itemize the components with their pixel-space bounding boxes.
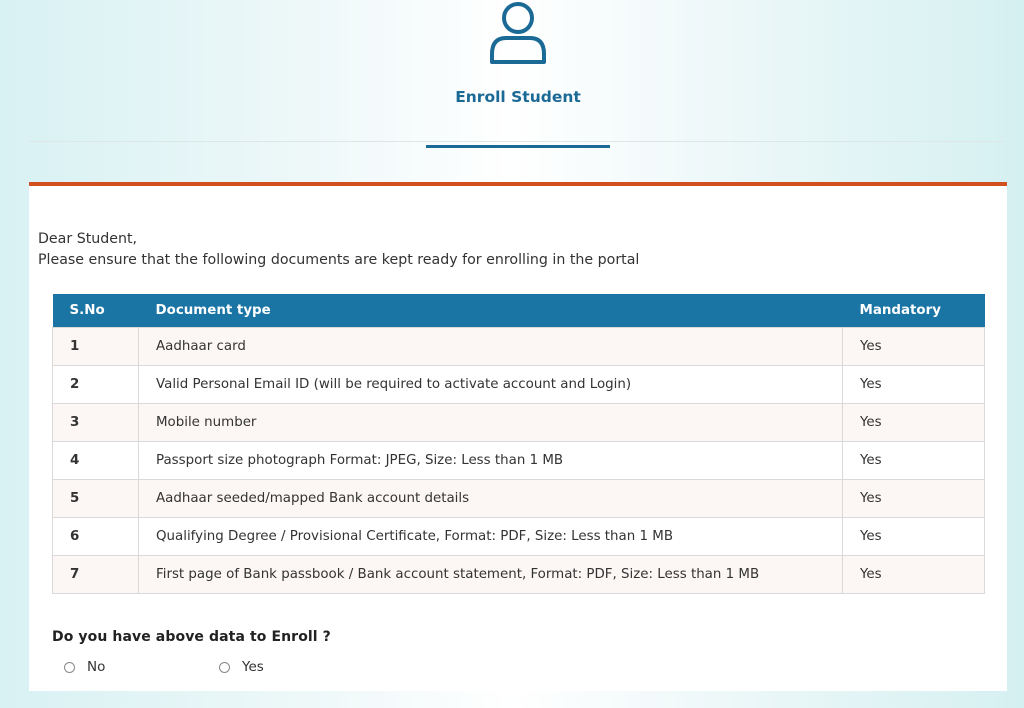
header-divider	[29, 141, 1004, 142]
column-header-mandatory: Mandatory	[843, 294, 985, 328]
table-row	[53, 442, 985, 480]
row-sno: 4	[53, 442, 139, 480]
row-sno: 6	[53, 518, 139, 556]
row-document: Valid Personal Email ID (will be required to activate account and Login)	[139, 366, 843, 404]
row-sno: 3	[53, 404, 139, 442]
row-sno: 7	[53, 556, 139, 594]
table-row	[53, 518, 985, 556]
enroll-card	[29, 182, 1007, 691]
row-mandatory: Yes	[843, 556, 985, 594]
enroll-question: Do you have above data to Enroll ?	[52, 629, 331, 645]
radio-yes-circle[interactable]	[219, 662, 230, 673]
table-row	[53, 404, 985, 442]
page-header	[0, 0, 1024, 150]
page-title: Enroll Student	[455, 88, 581, 106]
column-header-sno: S.No	[53, 294, 139, 328]
row-mandatory: Yes	[843, 518, 985, 556]
row-mandatory: Yes	[843, 404, 985, 442]
row-document: Mobile number	[139, 404, 843, 442]
row-document: First page of Bank passbook / Bank account statement, Format: PDF, Size: Less than 1 MB	[139, 556, 843, 594]
row-mandatory: Yes	[843, 328, 985, 366]
row-sno: 1	[53, 328, 139, 366]
documents-table	[52, 294, 985, 594]
row-document: Aadhaar seeded/mapped Bank account details	[139, 480, 843, 518]
row-sno: 5	[53, 480, 139, 518]
radio-no-label: No	[87, 659, 106, 675]
row-mandatory: Yes	[843, 480, 985, 518]
intro-text	[38, 229, 639, 271]
table-row	[53, 556, 985, 594]
table-row	[53, 328, 985, 366]
table-row	[53, 480, 985, 518]
row-mandatory: Yes	[843, 366, 985, 404]
greeting: Dear Student,	[38, 231, 138, 247]
row-document: Passport size photograph Format: JPEG, Size: Less than 1 MB	[139, 442, 843, 480]
table-header-row	[53, 294, 985, 328]
radio-no[interactable]	[64, 659, 105, 675]
radio-yes[interactable]	[219, 659, 264, 675]
active-tab-indicator	[426, 145, 610, 148]
user-icon	[488, 0, 548, 66]
column-header-document-type: Document type	[139, 294, 843, 328]
radio-yes-label: Yes	[242, 659, 264, 675]
table-row	[53, 366, 985, 404]
radio-no-circle[interactable]	[64, 662, 75, 673]
row-document: Qualifying Degree / Provisional Certificate, Format: PDF, Size: Less than 1 MB	[139, 518, 843, 556]
intro-message: Please ensure that the following documents are kept ready for enrolling in the portal	[38, 252, 640, 268]
row-document: Aadhaar card	[139, 328, 843, 366]
row-mandatory: Yes	[843, 442, 985, 480]
row-sno: 2	[53, 366, 139, 404]
